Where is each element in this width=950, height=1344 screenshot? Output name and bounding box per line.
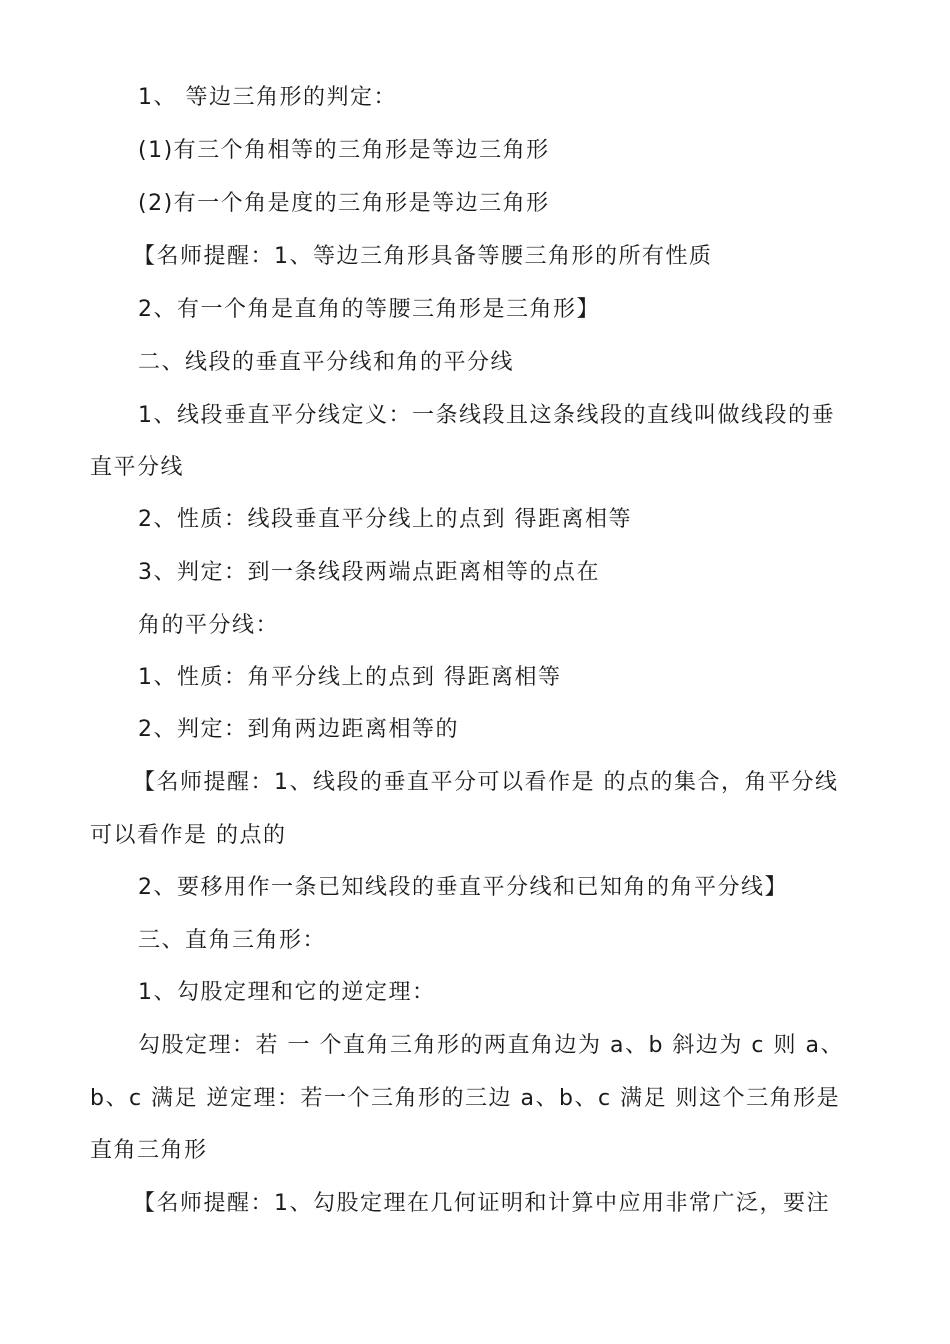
section-heading: 三、直角三角形：: [138, 928, 327, 953]
text-line: b、c 满足 逆定理：若一个三角形的三边 a、b、c 满足 则这个三角形是: [90, 1086, 841, 1111]
text-line: 可以看作是 的点的: [90, 823, 287, 848]
text-line: 2、判定：到角两边距离相等的: [138, 717, 459, 742]
text-line: 1、线段垂直平分线定义：一条线段且这条线段的直线叫做线段的垂: [138, 403, 835, 428]
text-line: 【名师提醒：1、等边三角形具备等腰三角形的所有性质: [133, 244, 713, 269]
text-line: 1、勾股定理和它的逆定理：: [138, 980, 436, 1005]
text-line: 1、 等边三角形的判定：: [138, 85, 397, 110]
text-line: 2、要移用作一条已知线段的垂直平分线和已知角的角平分线】: [138, 875, 788, 900]
subheading: 角的平分线：: [138, 613, 280, 638]
text-line: 2、有一个角是直角的等腰三角形是三角形】: [138, 297, 600, 322]
section-heading: 二、线段的垂直平分线和角的平分线: [138, 350, 515, 375]
text-line: 2、性质：线段垂直平分线上的点到 得距离相等: [138, 507, 632, 532]
text-line: 直平分线: [90, 455, 185, 480]
text-line: (2)有一个角是度的三角形是等边三角形: [138, 191, 550, 216]
text-line: 直角三角形: [90, 1138, 208, 1163]
text-line: (1)有三个角相等的三角形是等边三角形: [138, 138, 550, 163]
text-line: 【名师提醒：1、线段的垂直平分可以看作是 的点的集合，角平分线: [133, 770, 839, 795]
text-line: 1、性质：角平分线上的点到 得距离相等: [138, 665, 562, 690]
text-line: 勾股定理：若 一 个直角三角形的两直角边为 a、b 斜边为 c 则 a、: [138, 1033, 844, 1058]
text-line: 【名师提醒：1、勾股定理在几何证明和计算中应用非常广泛，要注: [133, 1191, 830, 1216]
text-line: 3、判定：到一条线段两端点距离相等的点在: [138, 560, 600, 585]
